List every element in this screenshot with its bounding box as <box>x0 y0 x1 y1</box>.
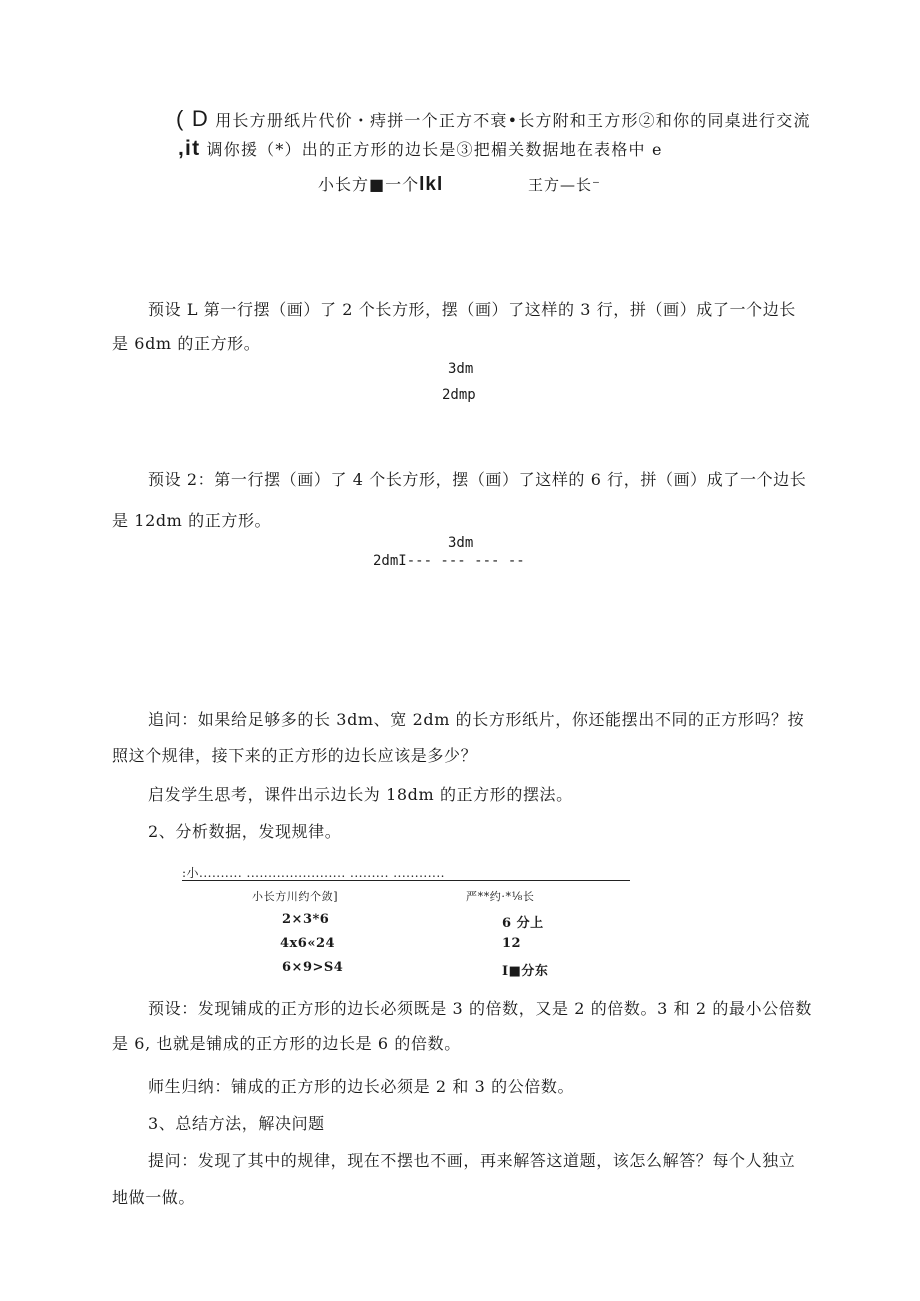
instruction-line-2 <box>178 137 663 161</box>
table-header-left: 小长方川约个敛] <box>252 890 339 903</box>
instruction-line-3-right: 王方—长⁻ <box>528 176 601 194</box>
table-row-3-right: I■分东 <box>502 964 549 979</box>
question-line3: 启发学生思考，课件出示边长为 18dm 的正方形的摆法。 <box>148 785 573 804</box>
preset1-label-top: 3dm <box>448 361 474 377</box>
instruction-line-1 <box>176 106 811 132</box>
final-question-line2: 地做一做。 <box>112 1188 196 1207</box>
table-row-1-left: 2×3*6 <box>282 912 330 927</box>
preset2-label-top: 3dm <box>448 535 474 551</box>
table-top-rule: :小.......... ....................... ......... ............ <box>182 866 445 880</box>
question-line2: 照这个规律，接下来的正方形的边长应该是多少？ <box>112 746 478 765</box>
table-row-2-left: 4x6«24 <box>280 936 336 951</box>
preset2-label-side: 2dmI--- --- --- -- <box>373 553 525 569</box>
final-question-line1: 提问：发现了其中的规律，现在不摆也不画，再来解答这道题，该怎么解答？每个人独立 <box>148 1151 796 1170</box>
preset1-label-side: 2dmp <box>442 387 476 403</box>
section2-title: 2、分析数据，发现规律。 <box>148 822 342 841</box>
instruction-line-2-prefix: ,it <box>178 137 201 160</box>
table-divider <box>182 880 630 881</box>
table-row-3-left: 6×9>S4 <box>282 960 344 975</box>
section3-title: 3、总结方法，解决问题 <box>148 1114 325 1133</box>
instruction-line-2-text: 调你援（*）出的正方形的边长是③把楣关数据地在表格中 e <box>200 140 663 159</box>
preset1-line1: 预设 L 第一行摆（画）了 2 个长方形，摆（画）了这样的 3 行，拼（画）成了一个边长 <box>148 300 796 319</box>
instruction-line-3 <box>318 172 443 196</box>
table-row-1-right: 6 分上 <box>502 916 544 931</box>
instruction-line-3-left: 小长方■一个 <box>318 175 420 194</box>
table-row-2-right: 12 <box>502 936 522 951</box>
summary-text: 师生归纳：铺成的正方形的边长必须是 2 和 3 的公倍数。 <box>148 1077 575 1096</box>
instruction-line-1-text: 用长方册纸片代价・痔拼一个正方不衰•长方附和王方形②和你的同桌进行交流 <box>208 111 811 130</box>
instruction-line-1-prefix: ( D <box>176 106 209 131</box>
preset1-line2: 是 6dm 的正方形。 <box>112 334 261 353</box>
table-header-right: 严**约·*⅛长 <box>466 890 535 903</box>
instruction-line-3-big: lkl <box>419 174 444 195</box>
findings-line2: 是 6, 也就是铺成的正方形的边长是 6 的倍数。 <box>112 1034 461 1053</box>
preset2-line2: 是 12dm 的正方形。 <box>112 511 272 530</box>
findings-line1: 预设：发现铺成的正方形的边长必须既是 3 的倍数，又是 2 的倍数。3 和 2 的最小公倍数 <box>148 999 812 1018</box>
preset2-line1: 预设 2：第一行摆（画）了 4 个长方形，摆（画）了这样的 6 行，拼（画）成了一个边长 <box>148 470 807 489</box>
question-line1: 追问：如果给足够多的长 3dm、宽 2dm 的长方形纸片，你还能摆出不同的正方形吗？按 <box>148 710 805 729</box>
